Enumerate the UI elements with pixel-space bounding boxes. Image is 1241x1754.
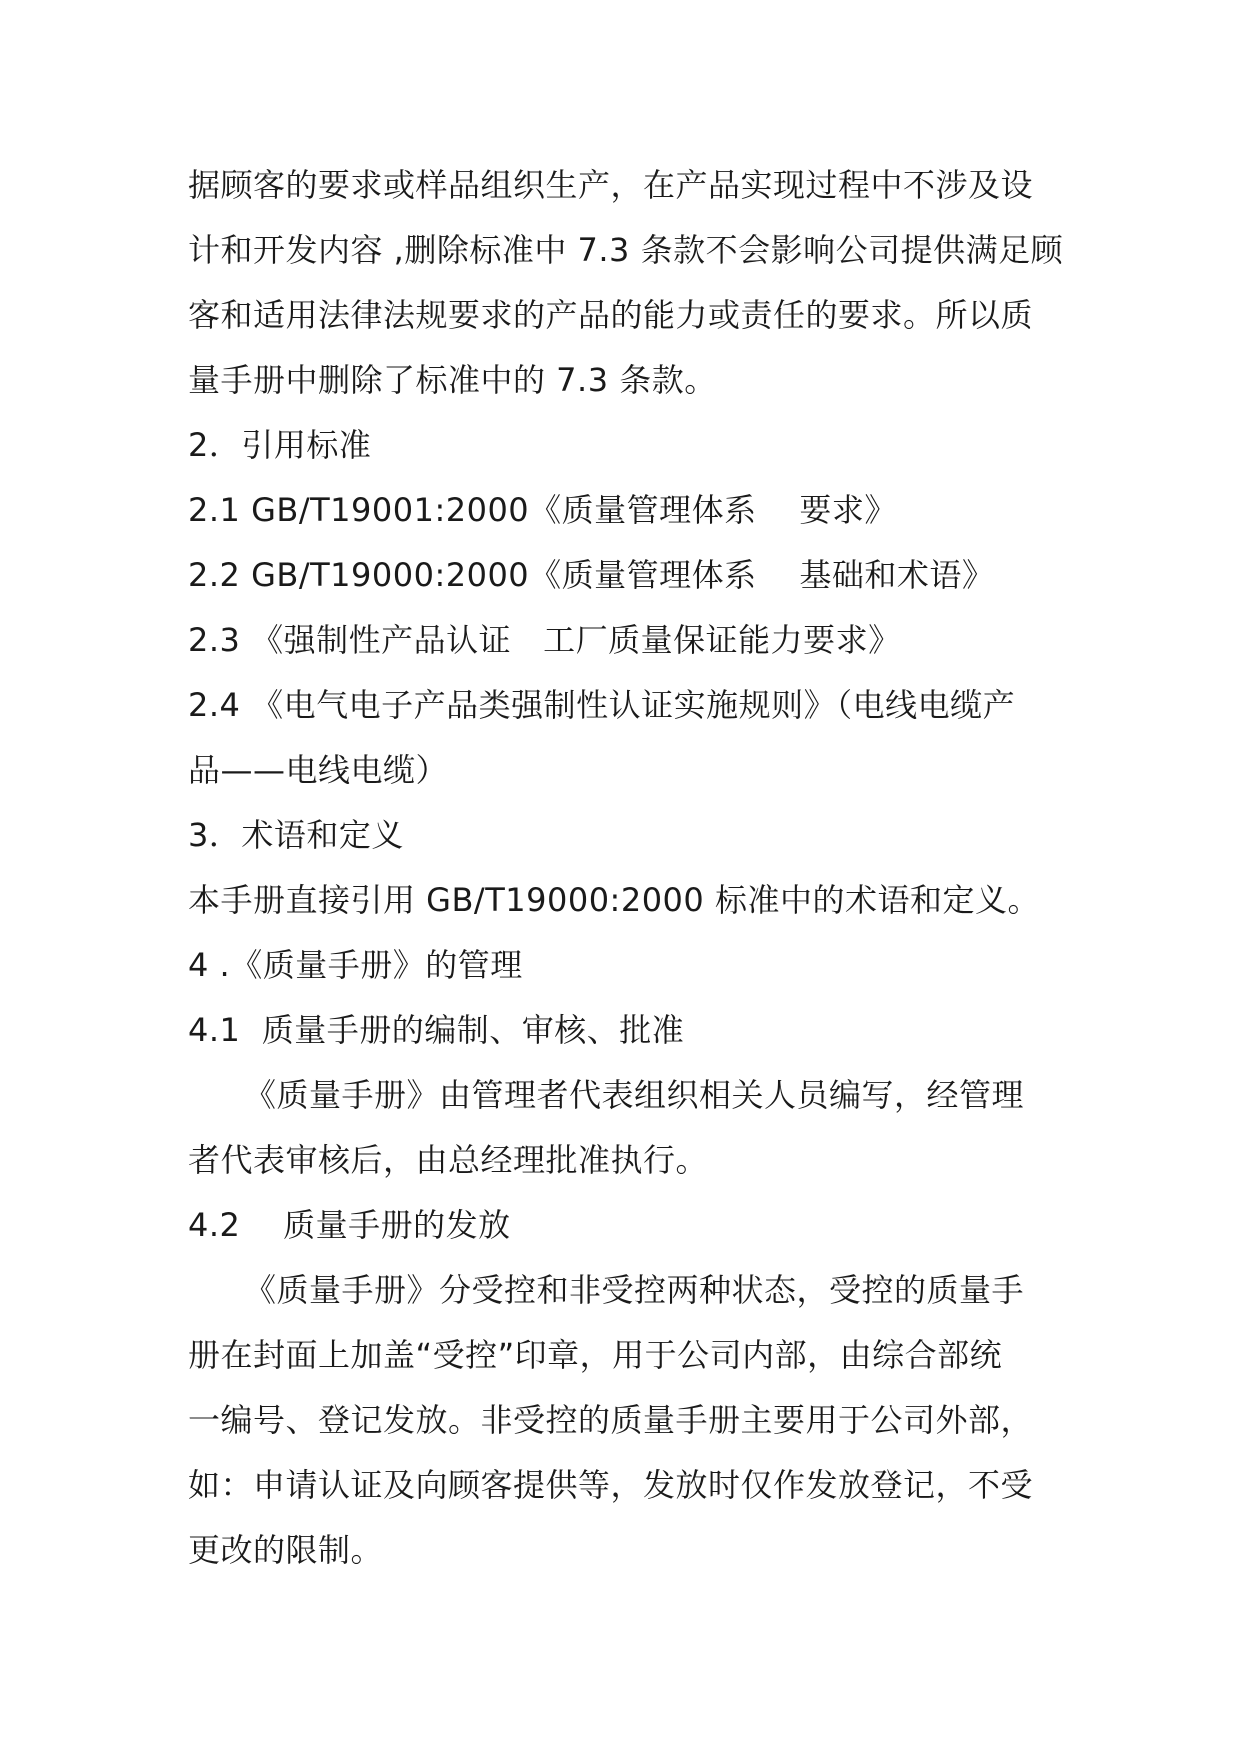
section-heading: 4 .《质量手册》的管理 (188, 946, 523, 984)
paragraph-line: 计和开发内容 ,删除标准中 7.3 条款不会影响公司提供满足顾 (188, 231, 1064, 269)
paragraph-line: 本手册直接引用 GB/T19000:2000 标准中的术语和定义。 (188, 881, 1040, 919)
section-heading: 3．术语和定义 (188, 816, 404, 854)
paragraph-line: 更改的限制。 (188, 1531, 384, 1569)
paragraph-line: 一编号、登记发放。非受控的质量手册主要用于公司外部， (188, 1401, 1034, 1439)
reference-item: 2.2 GB/T19000:2000《质量管理体系 基础和术语》 (188, 556, 995, 594)
reference-item: 2.4 《电气电子产品类强制性认证实施规则》（电线电缆产 (188, 686, 1016, 724)
paragraph-line: 《质量手册》由管理者代表组织相关人员编写，经管理 (244, 1076, 1025, 1114)
section-heading: 2．引用标准 (188, 426, 372, 464)
subsection-heading: 4.2 质量手册的发放 (188, 1206, 511, 1244)
reference-item: 2.3 《强制性产品认证 工厂质量保证能力要求》 (188, 621, 901, 659)
subsection-heading: 4.1 质量手册的编制、审核、批准 (188, 1011, 685, 1049)
document-body (188, 153, 1068, 1583)
paragraph-line: 量手册中删除了标准中的 7.3 条款。 (188, 361, 717, 399)
reference-item-continuation: 品——电线电缆） (188, 751, 449, 789)
paragraph-line: 册在封面上加盖“受控”印章，用于公司内部，由综合部统 (188, 1336, 1003, 1374)
paragraph-line: 如：申请认证及向顾客提供等，发放时仅作发放登记，不受 (188, 1466, 1034, 1504)
paragraph-line: 客和适用法律法规要求的产品的能力或责任的要求。所以质 (188, 296, 1034, 334)
paragraph-line: 《质量手册》分受控和非受控两种状态，受控的质量手 (244, 1271, 1025, 1309)
paragraph-line: 据顾客的要求或样品组织生产，在产品实现过程中不涉及设 (188, 166, 1034, 204)
paragraph-line: 者代表审核后，由总经理批准执行。 (188, 1141, 709, 1179)
reference-item: 2.1 GB/T19001:2000《质量管理体系 要求》 (188, 491, 897, 529)
